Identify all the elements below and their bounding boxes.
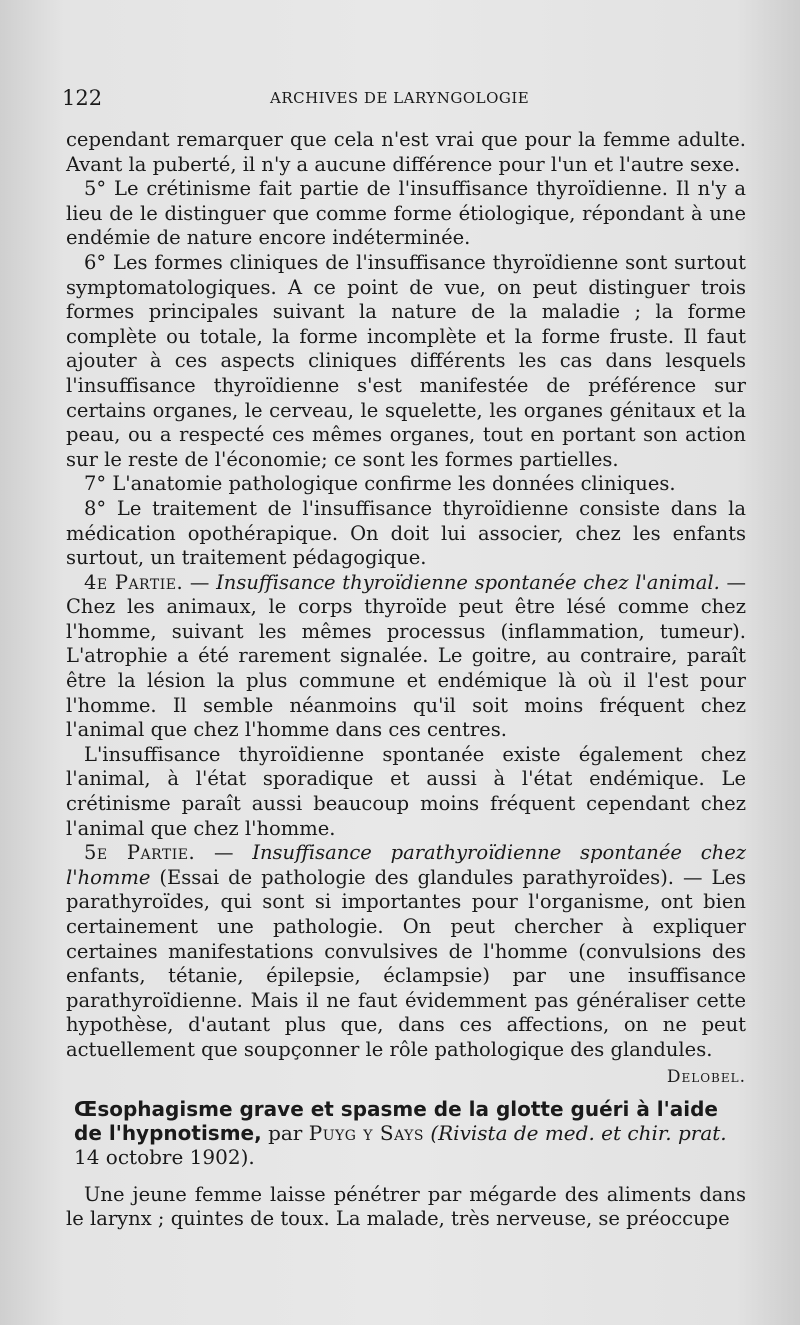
section-label-5: 5e Partie. [84,841,196,865]
section-title-5: Insuffisance parathyroïdienne spontanée chez l'homme [66,841,747,889]
article-title: Œsophagisme grave et spasme de la glotte guéri à l'aide de l'hypnotisme, [74,1096,718,1145]
section-text-5: (Essai de pathologie des glandules parathyroïdes). — Les parathyroïdes, qui sont si importantes pour l'organisme, ont bien certainement une pathologie. On peut chercher à expliquer certaines manifestations convulsives de l'homme (convulsions des enfants, tétanie, épilepsie, éclampsie) par une insuffisance parathyroïdienne. Mais il ne faut évidemment pas généraliser cette hypothèse, d'autant plus que, dans ces affections, on ne peut actuellement que soupçonner le rôle pathologique des glandules. [66,865,746,1061]
paragraph-6: 4e Partie. — Insuffisance thyroïdienne spontanée chez l'animal. — Chez les animaux, le corps thyroïde peut être lésé comme chez l'homme, suivant les mêmes processus (inflammation, tumeur). L'atrophie a été rarement signalée. Le goitre, au contraire, paraît être la lésion la plus commune et endémique là où il l'est pour l'homme. Il semble néanmoins qu'il soit moins fréquent chez l'animal que chez l'homme dans ces centres. [66,570,746,742]
article-body [66,1183,746,1232]
running-head: ARCHIVES DE LARYNGOLOGIE [270,89,530,107]
article-source: (Rivista de med. et chir. prat. [430,1120,727,1145]
section-text-4: — Chez les animaux, le corps thyroïde peut être lésé comme chez l'homme, suivant les mêmes processus (inflammation, tumeur). L'atrophie a été rarement signalée. Le goitre, au contraire, paraît être la lésion la plus commune et endémique là où il l'est pour l'homme. Il semble néanmoins qu'il soit moins fréquent chez l'animal que chez l'homme dans ces centres. [66,570,746,742]
paragraph-1: cependant remarquer que cela n'est vrai que pour la femme adulte. Avant la puberté, il n'y a aucune différence pour l'un et l'autre sexe. [66,128,746,176]
section-label-4: 4e Partie. [84,570,184,594]
paragraph-8: 5e Partie. — Insuffisance parathyroïdienne spontanée chez l'homme (Essai de pathologie des glandules parathyroïdes). — Les parathyroïdes, qui sont si importantes pour l'organisme, ont bien certainement une pathologie. On peut chercher à expliquer certaines manifestations convulsives de l'homme (convulsions des enfants, tétanie, épilepsie, éclampsie) par une insuffisance parathyroïdienne. Mais il ne faut évidemment pas généraliser cette hypothèse, d'autant plus que, dans ces affections, on ne peut actuellement que soupçonner le rôle pathologique des glandules. [66,841,747,1061]
article-heading [74,1097,746,1169]
paragraph-2: 5° Le crétinisme fait partie de l'insuffisance thyroïdienne. Il n'y a lieu de le distinguer que comme forme étiologique, répondant à une endémie de nature encore indéterminée. [66,177,746,250]
page-number: 122 [62,86,103,110]
paragraph-4: 7° L'anatomie pathologique confirme les données cliniques. [84,472,676,496]
article-by: par [268,1120,303,1145]
paragraph-7: L'insuffisance thyroïdienne spontanée existe également chez l'animal, à l'état sporadique et aussi à l'état endémique. Le crétinisme paraît aussi beaucoup moins fréquent cependant chez l'animal que chez l'homme. [66,742,746,840]
article-author: Puyg y Says [308,1120,424,1145]
body-text [66,128,746,1063]
paragraph-5: 8° Le traitement de l'insuffisance thyroïdienne consiste dans la médication opothérapique. On doit lui associer, chez les enfants surtout, un traitement pédagogique. [66,496,746,570]
article-date: 14 octobre 1902). [74,1144,255,1169]
author-signature: Delobel. [666,1066,746,1087]
article-paragraph-1: Une jeune femme laisse pénétrer par mégarde des aliments dans le larynx ; quintes de toux. La malade, très nerveuse, se préoccupe [66,1182,746,1231]
page-header [62,86,746,122]
paragraph-3: 6° Les formes cliniques de l'insuffisance thyroïdienne sont surtout symptomatologiques. A ce point de vue, on peut distinguer trois formes principales suivant la nature de la maladie ; la forme complète ou totale, la forme incomplète et la forme fruste. Il faut ajouter à ces aspects cliniques différents les cas dans lesquels l'insuffisance thyroïdienne s'est manifestée de préférence sur certains organes, le cerveau, le squelette, les organes génitaux et la peau, ou a respecté ces mêmes organes, tout en portant son action sur le reste de l'économie; ce sont les formes partielles. [66,250,746,471]
section-title-4: Insuffisance thyroïdienne spontanée chez l'animal. [216,570,720,594]
